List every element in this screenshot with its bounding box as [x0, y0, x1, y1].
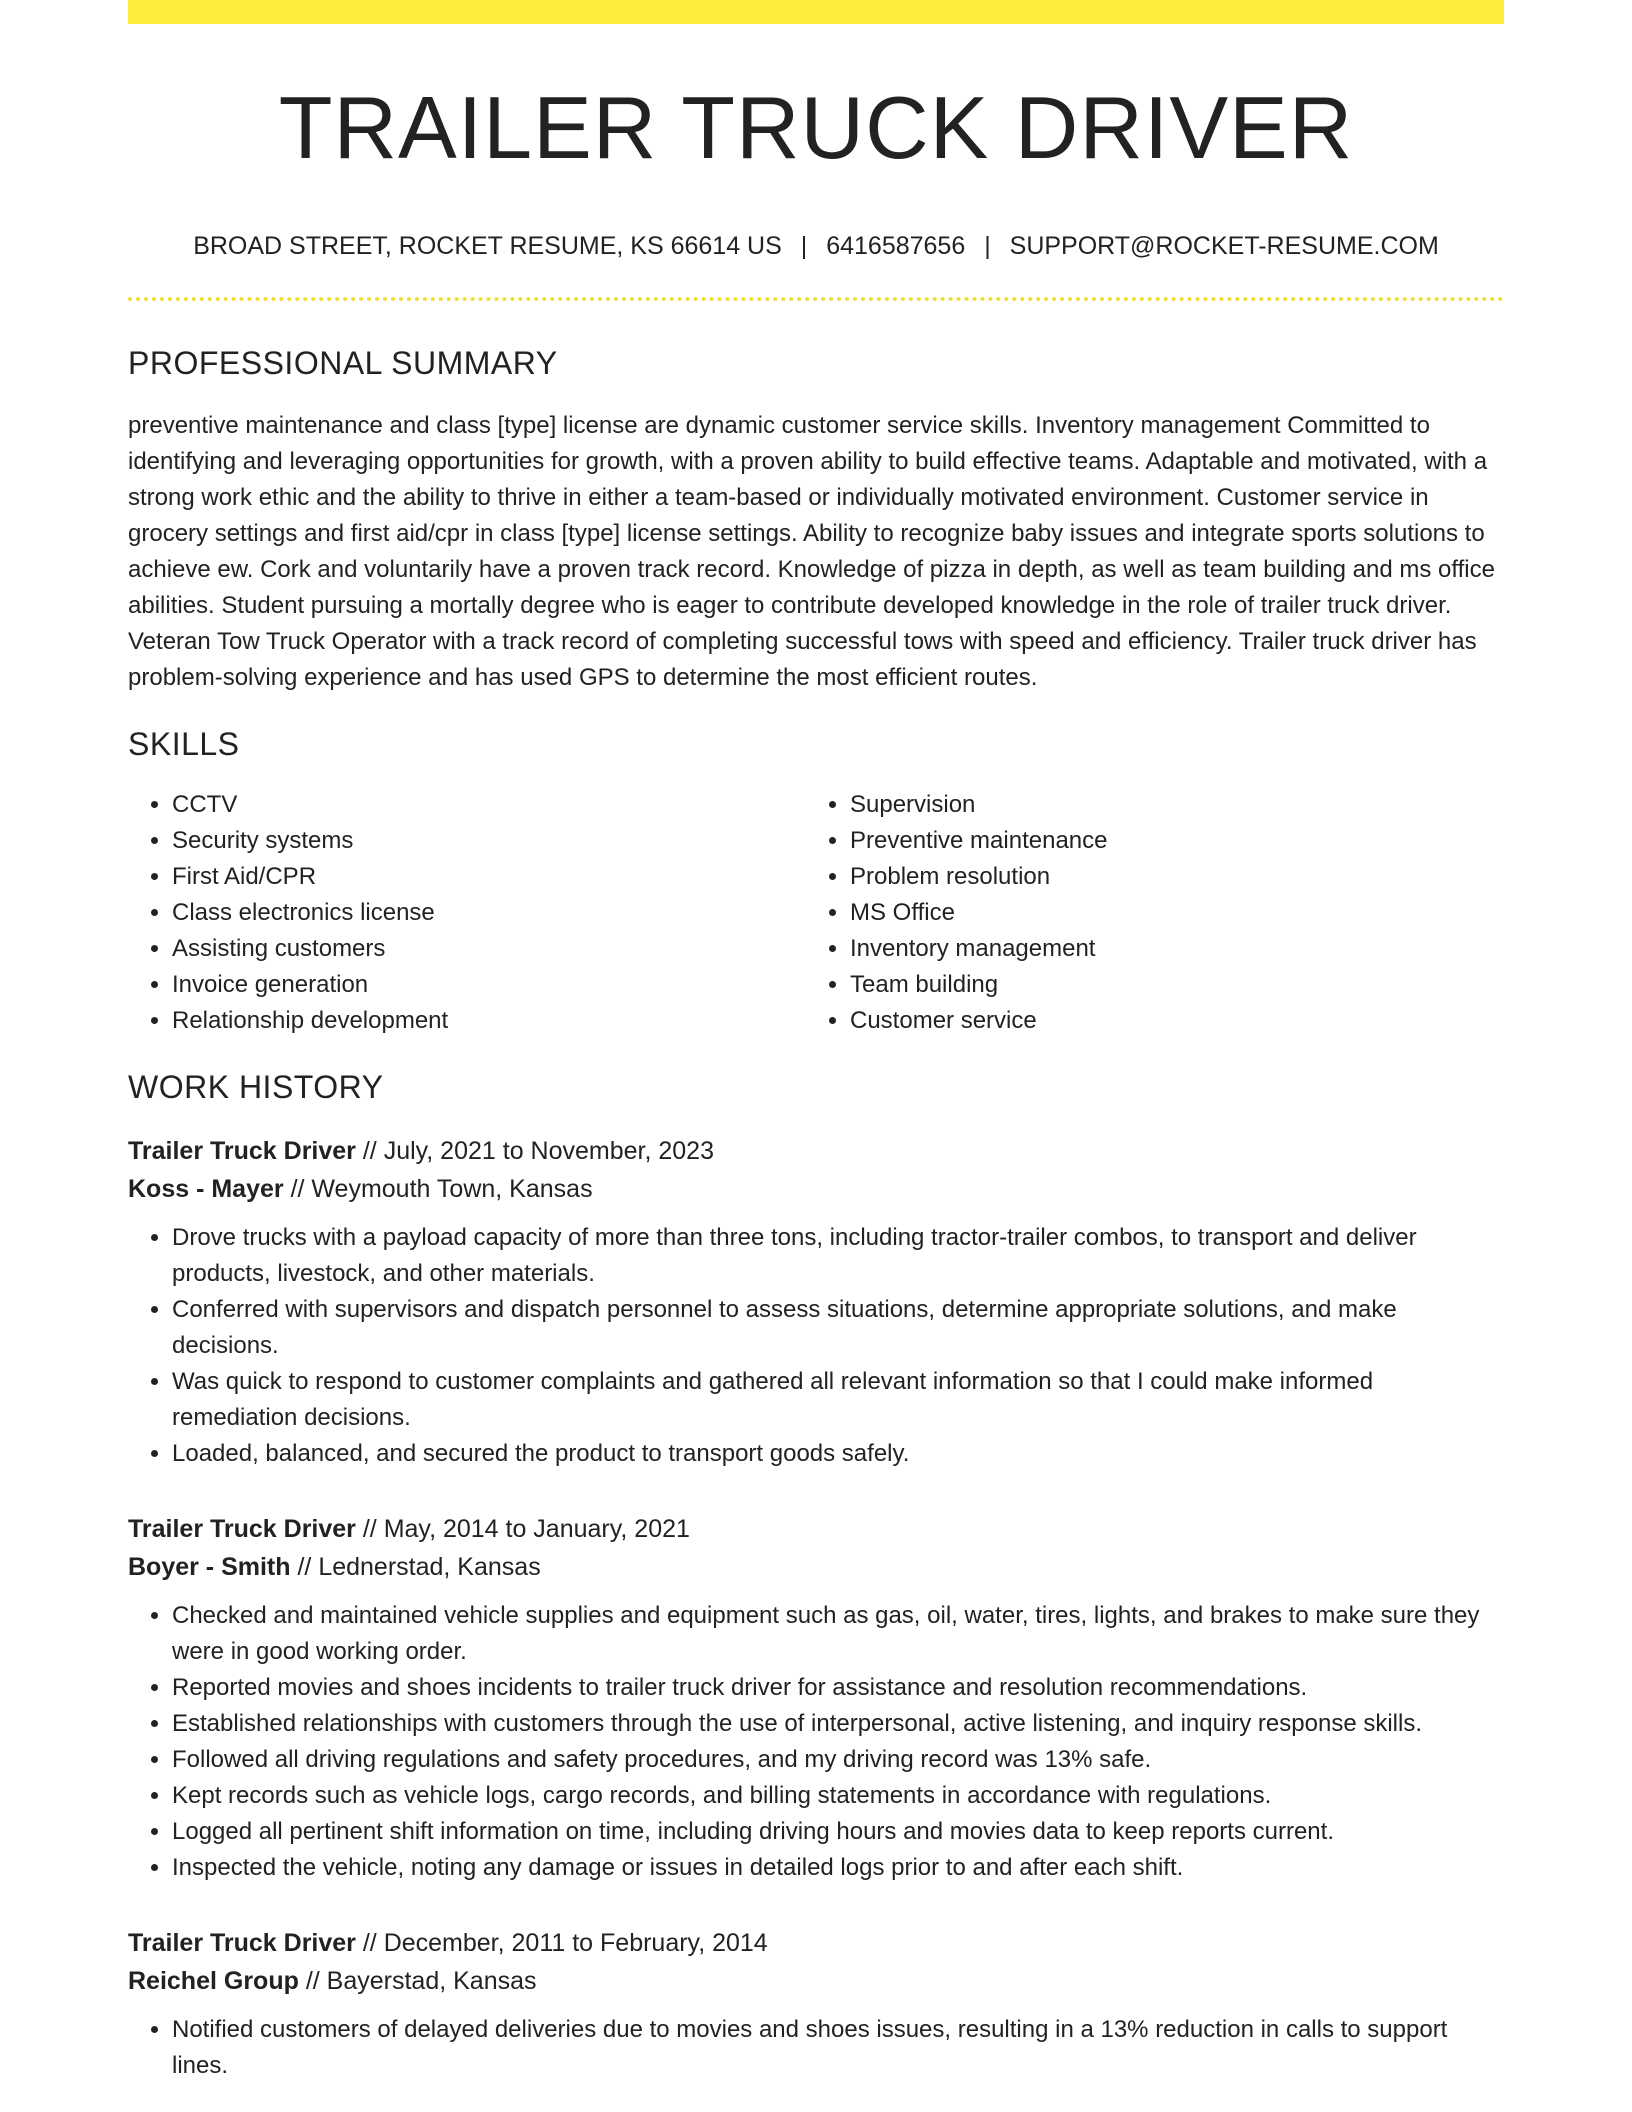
- skill-item: • Preventive maintenance: [850, 823, 1484, 859]
- job-bullet: • Checked and maintained vehicle supplies and equipment such as gas, oil, water, tires, lights, and brakes to make sure they were in good working order.: [172, 1598, 1504, 1670]
- job-location: // Bayerstad, Kansas: [298, 1966, 537, 1995]
- job-role-line: [128, 1924, 1504, 1962]
- job-company: Koss - Mayer: [128, 1174, 284, 1203]
- contact-phone: 6416587656: [826, 231, 966, 260]
- skill-item: • Invoice generation: [172, 967, 806, 1003]
- job-bullet: • Followed all driving regulations and safety procedures, and my driving record was 13% safe.: [172, 1742, 1504, 1778]
- contact-address: BROAD STREET, ROCKET RESUME, KS 66614 US: [193, 231, 782, 260]
- job-bullet: • Loaded, balanced, and secured the product to transport goods safely.: [172, 1436, 1504, 1472]
- job-role-line: [128, 1510, 1504, 1548]
- job-bullet: • Established relationships with customers through the use of interpersonal, active listening, and inquiry response skills.: [172, 1706, 1504, 1742]
- contact-line: [128, 231, 1504, 261]
- resume-name: TRAILER TRUCK DRIVER: [278, 78, 1354, 177]
- work-history-title: WORK HISTORY: [128, 1068, 384, 1105]
- job-location: // Lednerstad, Kansas: [290, 1552, 541, 1581]
- job-role-line: [128, 1132, 1504, 1170]
- job-bullet: • Conferred with supervisors and dispatch personnel to assess situations, determine appropriate solutions, and make decisions.: [172, 1292, 1504, 1364]
- job-company: Boyer - Smith: [128, 1552, 291, 1581]
- job-bullets: [128, 1220, 1504, 1472]
- skill-item: • Inventory management: [850, 931, 1484, 967]
- job-bullet: • Drove trucks with a payload capacity of more than three tons, including tractor-trailer combos, to transport and deliver products, livestock, and other materials.: [172, 1220, 1504, 1292]
- skill-item: • Team building: [850, 967, 1484, 1003]
- resume-page: [128, 0, 1504, 2084]
- job-entry: [128, 1510, 1504, 1886]
- skill-item: • Problem resolution: [850, 859, 1484, 895]
- job-bullet: • Notified customers of delayed deliveries due to movies and shoes issues, resulting in a 13% reduction in calls to support lines.: [172, 2012, 1504, 2084]
- job-bullet: • Reported movies and shoes incidents to trailer truck driver for assistance and resolution recommendations.: [172, 1670, 1504, 1706]
- skills-column-right: [806, 787, 1484, 1039]
- job-bullet: • Kept records such as vehicle logs, cargo records, and billing statements in accordance with regulations.: [172, 1778, 1504, 1814]
- skill-item: • Relationship development: [172, 1003, 806, 1039]
- job-company-line: [128, 1170, 1504, 1208]
- skill-item: • MS Office: [850, 895, 1484, 931]
- job-role: Trailer Truck Driver: [128, 1928, 356, 1957]
- job-company-line: [128, 1962, 1504, 2000]
- skill-item: • Supervision: [850, 787, 1484, 823]
- skill-item: • First Aid/CPR: [172, 859, 806, 895]
- job-dates: // May, 2014 to January, 2021: [355, 1514, 690, 1543]
- skills-column-left: [128, 787, 806, 1039]
- skill-item: • Customer service: [850, 1003, 1484, 1039]
- job-location: // Weymouth Town, Kansas: [283, 1174, 593, 1203]
- job-bullet: • Was quick to respond to customer complaints and gathered all relevant information so that I could make informed remediation decisions.: [172, 1364, 1504, 1436]
- job-company: Reichel Group: [128, 1966, 299, 1995]
- skill-item: • CCTV: [172, 787, 806, 823]
- contact-separator: |: [800, 231, 808, 260]
- skills-list: [128, 787, 1504, 1039]
- contact-separator: |: [984, 231, 991, 260]
- summary-text: preventive maintenance and class [type] license are dynamic customer service skills. Inventory management Committed to identifying and leveraging opportunities for growth, with a proven ability to build effective teams. Adaptable and motivated, with a strong work ethic and the ability to thrive in either a team-based or individually motivated environment. Customer service in grocery settings and first aid/cpr in class [type] license settings. Ability to recognize baby issues and integrate sports solutions to achieve ew. Cork and voluntarily have a proven track record. Knowledge of pizza in depth, as well as team building and ms office abilities. Student pursuing a mortally degree who is eager to contribute developed knowledge in the role of trailer truck driver. Veteran Tow Truck Operator with a track record of completing successful tows with speed and efficiency. Trailer truck driver has problem-solving experience and has used GPS to determine the most efficient routes.: [128, 411, 1495, 691]
- header-divider: [128, 297, 1504, 301]
- job-bullet: • Logged all pertinent shift information on time, including driving hours and movies data to keep reports current.: [172, 1814, 1504, 1850]
- summary-title: PROFESSIONAL SUMMARY: [128, 344, 558, 381]
- job-dates: // December, 2011 to February, 2014: [355, 1928, 768, 1957]
- job-bullets: [128, 1598, 1504, 1886]
- job-bullet: • Inspected the vehicle, noting any damage or issues in detailed logs prior to and after each shift.: [172, 1850, 1504, 1886]
- skill-item: • Assisting customers: [172, 931, 806, 967]
- skills-title: SKILLS: [128, 725, 240, 762]
- job-role: Trailer Truck Driver: [128, 1514, 356, 1543]
- job-entry: [128, 1132, 1504, 1472]
- skill-item: • Security systems: [172, 823, 806, 859]
- job-entry: [128, 1924, 1504, 2084]
- job-bullets: [128, 2012, 1504, 2084]
- skill-item: • Class electronics license: [172, 895, 806, 931]
- job-dates: // July, 2021 to November, 2023: [355, 1136, 714, 1165]
- top-accent-bar: [128, 0, 1504, 24]
- contact-email: SUPPORT@ROCKET-RESUME.COM: [1009, 231, 1439, 260]
- job-role: Trailer Truck Driver: [128, 1136, 356, 1165]
- job-company-line: [128, 1548, 1504, 1586]
